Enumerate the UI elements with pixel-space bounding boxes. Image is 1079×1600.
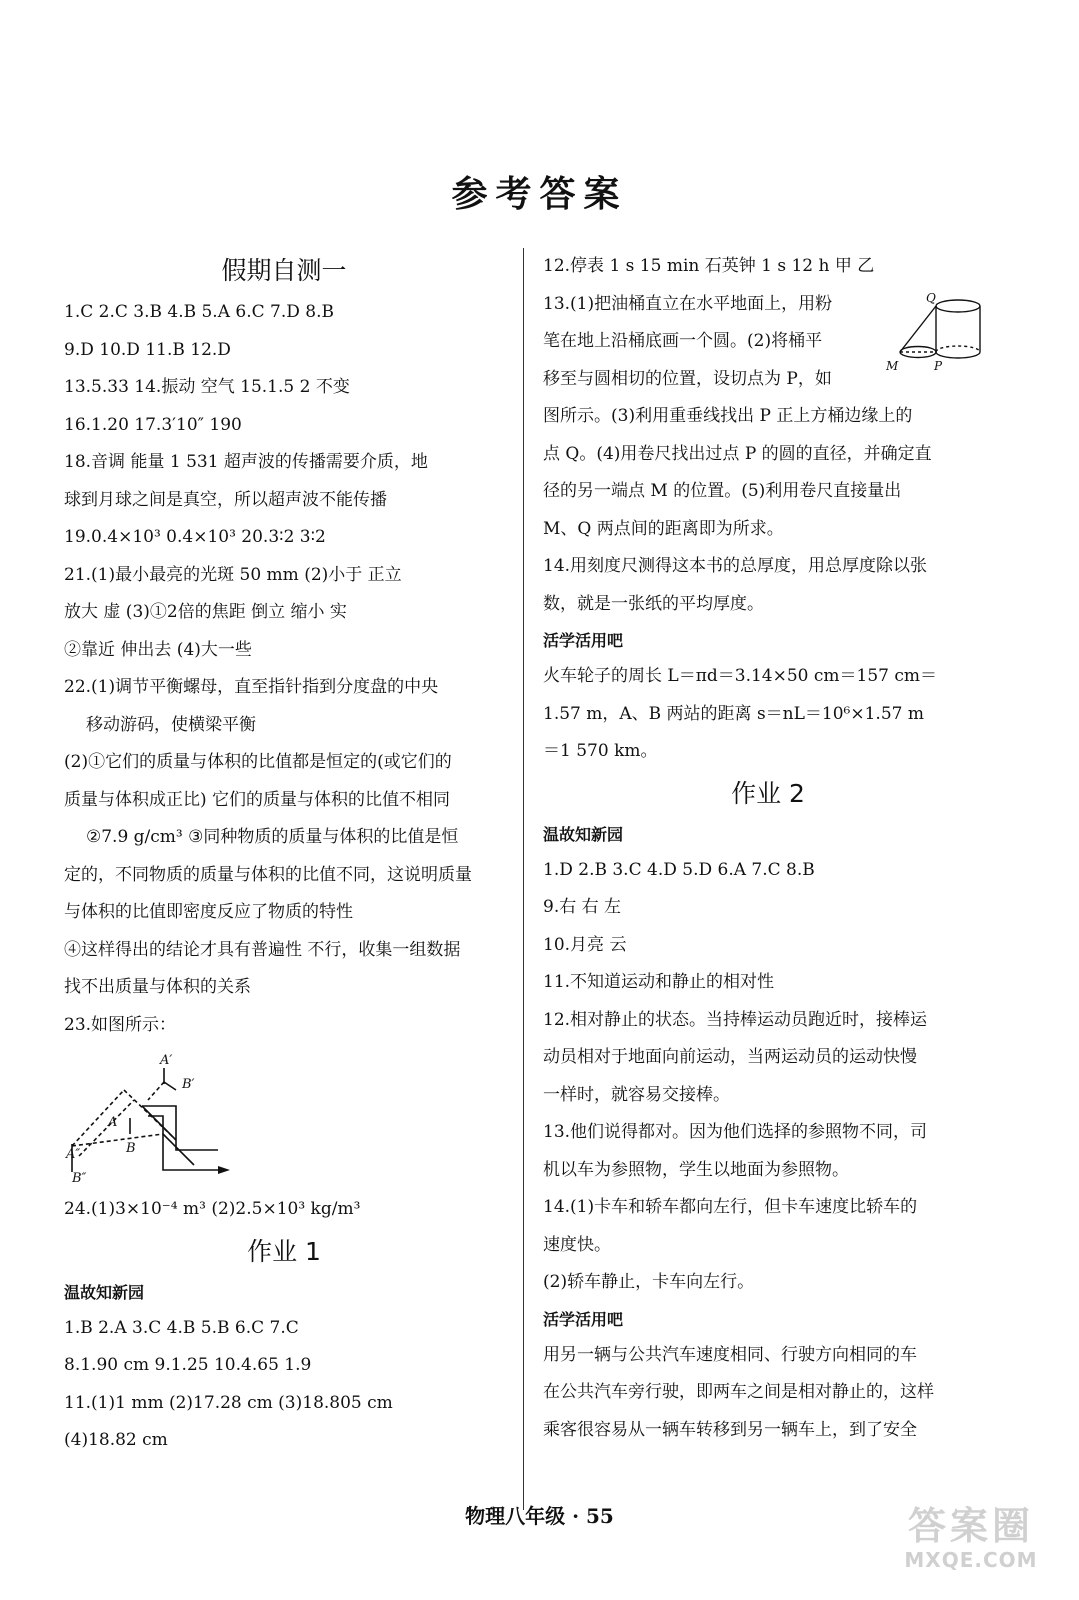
answer-line: 9.右 右 左: [543, 897, 622, 917]
answer-line: 12.停表 1 s 15 min 石英钟 1 s 12 h 甲 乙: [543, 256, 875, 276]
answer-line: 定的，不同物质的质量与体积的比值不同，这说明质量: [64, 864, 472, 885]
answer-line: 1.C 2.C 3.B 4.B 5.A 6.C 7.D 8.B: [64, 302, 334, 322]
answer-line: 1.D 2.B 3.C 4.D 5.D 6.A 7.C 8.B: [543, 859, 815, 880]
answer-line: 速度快。: [543, 1234, 611, 1255]
answer-line: 点 Q。(4)用卷尺找出过点 P 的圆的直径，并确定直: [543, 443, 932, 464]
answer-line: 数，就是一张纸的平均厚度。: [543, 593, 764, 614]
answer-line: 13.5.33 14.振动 空气 15.1.5 2 不变: [64, 377, 350, 397]
answer-line: 机以车为参照物，学生以地面为参照物。: [543, 1159, 849, 1180]
fig-label: B′: [182, 1077, 195, 1092]
fig-label: B″: [72, 1171, 87, 1183]
answer-line: ④这样得出的结论才具有普遍性 不行，收集一组数据: [64, 939, 461, 960]
answer-line: 8.1.90 cm 9.1.25 10.4.65 1.9: [64, 1355, 312, 1375]
watermark-logo: [881, 1504, 1061, 1584]
answer-line: 11.不知道运动和静止的相对性: [543, 972, 775, 992]
fig-label: M: [886, 359, 899, 373]
column-divider: [523, 248, 524, 1510]
answer-line: 12.相对静止的状态。当持棒运动员跑近时，接棒运: [543, 1009, 928, 1030]
answer-line: ②7.9 g/cm³ ③同种物质的质量与体积的比值是恒: [86, 827, 459, 847]
answer-line: 找不出质量与体积的关系: [64, 977, 251, 997]
fig-label: A′: [160, 1053, 173, 1068]
answer-line: 22.(1)调节平衡螺母，直至指针指到分度盘的中央: [64, 677, 439, 697]
answer-line: (2)①它们的质量与体积的比值都是恒定的(或它们的: [64, 752, 452, 772]
fig-label: A: [108, 1115, 118, 1130]
answer-line: 移动游码，使横梁平衡: [86, 714, 256, 735]
answer-line: 笔在地上沿桶底画一个圆。(2)将桶平: [543, 331, 823, 351]
answer-line: 11.(1)1 mm (2)17.28 cm (3)18.805 cm: [64, 1392, 393, 1413]
fig-label: P: [934, 359, 943, 373]
answer-line: 放大 虚 (3)①2倍的焦距 倒立 缩小 实: [64, 602, 347, 622]
answer-line: (4)18.82 cm: [64, 1430, 168, 1450]
answer-line: 1.57 m，A、B 两站的距离 s＝nL＝10⁶×1.57 m: [543, 703, 924, 724]
answer-line: 19.0.4×10³ 0.4×10³ 20.3∶2 3∶2: [64, 527, 326, 547]
answer-line: 16.1.20 17.3′10″ 190: [64, 414, 242, 435]
answer-line: 13.(1)把油桶直立在水平地面上，用粉: [543, 293, 833, 314]
watermark-url: MXQE.COM: [904, 1548, 1038, 1572]
page-footer: 物理八年级 · 55: [465, 1504, 614, 1528]
subsection-apply: 活学活用吧: [543, 631, 624, 650]
subsection-apply: 活学活用吧: [543, 1309, 624, 1329]
answer-line: 火车轮子的周长 L＝πd＝3.14×50 cm＝157 cm＝: [543, 666, 938, 686]
answer-line: 球到月球之间是真空，所以超声波不能传播: [64, 489, 387, 510]
answer-line: ②靠近 伸出去 (4)大一些: [64, 639, 252, 660]
fig-label: B: [126, 1141, 136, 1156]
answer-line: 在公共汽车旁行驶，即两车之间是相对静止的，这样: [543, 1382, 934, 1402]
subsection-review: 温故知新园: [543, 824, 624, 844]
fig-label: Q: [926, 291, 936, 305]
answer-line: ＝1 570 km。: [543, 741, 658, 761]
answer-line: 动员相对于地面向前运动，当两运动员的运动快慢: [543, 1047, 917, 1067]
right-column: [543, 248, 993, 1449]
page-title: 参考答案: [451, 173, 628, 215]
periscope-diagram: [64, 1048, 254, 1183]
section-title-self-test-1: 假期自测一: [221, 256, 347, 285]
section-title-homework-2: 作业 2: [731, 778, 805, 808]
answer-line: 图所示。(3)利用重垂线找出 P 正上方桶边缘上的: [543, 406, 913, 426]
section-title-homework-1: 作业 1: [247, 1236, 321, 1266]
answer-line: 用另一辆与公共汽车速度相同、行驶方向相同的车: [543, 1344, 917, 1365]
answer-line: 23.如图所示：: [64, 1014, 177, 1035]
answer-line: 10.月亮 云: [543, 934, 627, 955]
answer-line: 质量与体积成正比) 它们的质量与体积的比值不相同: [64, 789, 451, 810]
answer-line: 9.D 10.D 11.B 12.D: [64, 339, 231, 360]
watermark-text: 答案圈: [907, 1504, 1034, 1548]
answer-line: 一样时，就容易交接棒。: [543, 1084, 730, 1105]
answer-line: 1.B 2.A 3.C 4.B 5.B 6.C 7.C: [64, 1317, 299, 1338]
answer-line: 移至与圆相切的位置，设切点为 P，如: [543, 368, 832, 389]
answer-line: 乘客很容易从一辆车转移到另一辆车上，到了安全: [543, 1419, 917, 1440]
answer-line: 21.(1)最小最亮的光斑 50 mm (2)小于 正立: [64, 564, 402, 585]
answer-line: 14.用刻度尺测得这本书的总厚度，用总厚度除以张: [543, 556, 928, 576]
answer-line: 径的另一端点 M 的位置。(5)利用卷尺直接量出: [543, 481, 902, 501]
answer-line: 14.(1)卡车和轿车都向左行，但卡车速度比轿车的: [543, 1197, 918, 1217]
answer-line: 24.(1)3×10⁻⁴ m³ (2)2.5×10³ kg/m³: [64, 1199, 361, 1219]
answer-line: 13.他们说得都对。因为他们选择的参照物不同，司: [543, 1122, 928, 1142]
answer-line: (2)轿车静止，卡车向左行。: [543, 1272, 755, 1292]
barrel-diagram: [880, 290, 985, 380]
fig-label: A″: [66, 1147, 81, 1162]
subsection-review: 温故知新园: [64, 1282, 145, 1302]
answer-line: 18.音调 能量 1 531 超声波的传播需要介质，地: [64, 452, 428, 472]
answer-line: M、Q 两点间的距离即为所求。: [543, 518, 784, 539]
left-column: [64, 248, 504, 1460]
answer-line: 与体积的比值即密度反应了物质的特性: [64, 902, 353, 922]
